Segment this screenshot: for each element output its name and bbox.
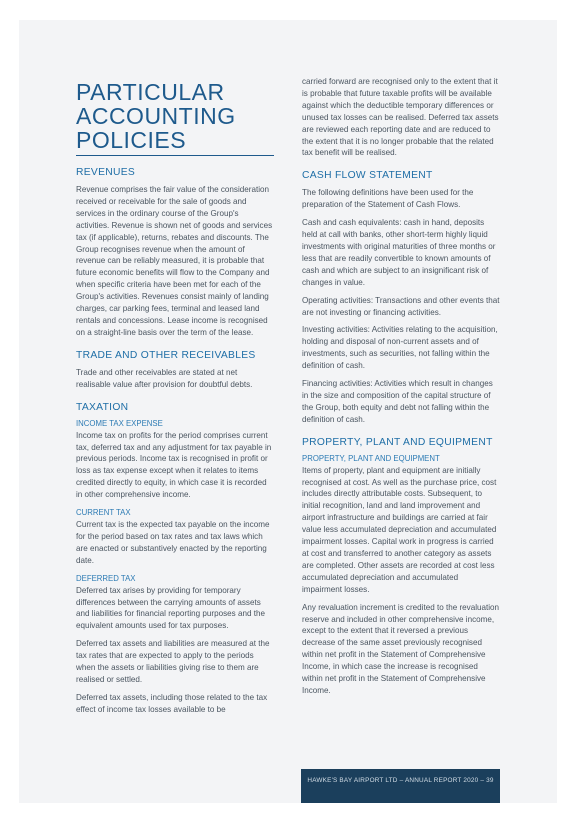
cash-flow-heading: CASH FLOW STATEMENT xyxy=(302,170,433,182)
taxation-heading: TAXATION xyxy=(76,401,129,413)
title-line: ACCOUNTING xyxy=(76,103,236,129)
current-tax-heading: CURRENT TAX xyxy=(76,508,131,518)
right-column xyxy=(302,76,500,703)
deferred-tax-continuation: carried forward are recognised only to the extent that it is probable that future taxable profits will be available against which the deductible temporary differences or unused tax losses can be realised. Deferred tax assets are reviewed each reporting date and are reduced to the extent that it is no longer probable that the related tax benefit will be realised. xyxy=(302,77,499,158)
income-tax-body: Income tax on profits for the period comprises current tax, deferred tax and any adjustment for tax payable in previous periods. Income tax is recognised in profit or loss as tax expense except when it relates to items credited directly to equity, in which case it is recorded in other comprehensive income. xyxy=(76,430,272,500)
deferred-tax-paragraph: Deferred tax assets and liabilities are measured at the tax rates that are expected to apply to the periods when the assets or liabilities giving rise to them are realised or settled. xyxy=(76,639,270,684)
cash-flow-paragraph: Cash and cash equivalents: cash in hand, deposits held at call with banks, other short-term highly liquid investments with original maturities of three months or less that are readily convertible to known amounts of cash and which are subject to an insignificant risk of changes in value. xyxy=(302,218,496,287)
footer-bar xyxy=(301,769,500,803)
ppe-paragraph: Any revaluation increment is credited to the revaluation reserve and included in other comprehensive income, except to the extent that it reversed a previous decrease of the same asset previously recognised within net profit in the Statement of Comprehensive Income, in which case the increase is recognised within net profit in the Statement of Comprehensive Income. xyxy=(302,602,500,695)
cash-flow-paragraph: The following definitions have been used for the preparation of the Statement of Cash Flows. xyxy=(302,188,474,210)
revenues-body: Revenue comprises the fair value of the consideration received or receivable for the sale of goods and services in the ordinary course of the Group's activities. Revenue is shown net of goods and services tax (if applicable), returns, rebates and discounts. The Group recognises revenue when the amount of revenue can be reliably measured, it is probable that future economic benefits will flow to the Company and when specific criteria have been met for each of the Group's activities. Revenues consist mainly of landing charges, car parking fees, terminal and leased land rentals and concessions. Lease income is recognised on a straight-line basis over the term of the lease. xyxy=(76,185,273,337)
cash-flow-paragraph: Investing activities: Activities relating to the acquisition, holding and disposal of non-current assets and of investments, such as securities, not falling within the definition of cash. xyxy=(302,325,498,371)
revenues-heading: REVENUES xyxy=(76,167,136,178)
receivables-body: Trade and other receivables are stated at net realisable value after provision for doubtful debts. xyxy=(76,367,253,389)
ppe-paragraph: Items of property, plant and equipment are initially recognised at cost. As well as the purchase price, cost includes directly attributable costs. Subsequent, to initial recognition, land and land improvement and airport infrastructure and buildings are carried at fair value less accumulated depreciation and accumulated impairment losses. Capital work in progress is carried at cost and transferred to another category as assets are completed. Other assets are recorded at cost less accumulated depreciation and accumulated impairment losses. xyxy=(302,465,497,594)
income-tax-heading: INCOME TAX EXPENSE xyxy=(76,418,163,428)
current-tax-body: Current tax is the expected tax payable on the income for the period based on tax rates and tax laws which are enacted or substantively enacted by the reporting date. xyxy=(76,520,270,565)
left-column xyxy=(76,76,274,722)
cash-flow-paragraph: Operating activities: Transactions and other events that are not investing or financing activities. xyxy=(302,295,500,317)
document-page xyxy=(19,20,557,803)
ppe-heading: PROPERTY, PLANT AND EQUIPMENT xyxy=(302,436,493,448)
page-title xyxy=(76,80,274,156)
deferred-tax-heading: DEFERRED TAX xyxy=(76,573,136,583)
ppe-subheading: PROPERTY, PLANT AND EQUIPMENT xyxy=(302,453,440,463)
title-line: PARTICULAR xyxy=(76,79,225,105)
receivables-heading: TRADE AND OTHER RECEIVABLES xyxy=(76,349,256,361)
deferred-tax-paragraph: Deferred tax assets, including those related to the tax effect of income tax losses available to be xyxy=(76,692,268,714)
title-line: POLICIES xyxy=(76,127,187,153)
cash-flow-paragraph: Financing activities: Activities which result in changes in the size and composition of the capital structure of the Group, both equity and debt not falling within the definition of cash. xyxy=(302,379,493,424)
deferred-tax-paragraph: Deferred tax arises by providing for temporary differences between the carrying amounts of assets and liabilities for financial reporting purposes and the equivalent amounts used for tax purposes. xyxy=(76,585,265,631)
footer-text: HAWKE'S BAY AIRPORT LTD – ANNUAL REPORT 2020 – 39 xyxy=(307,777,494,784)
